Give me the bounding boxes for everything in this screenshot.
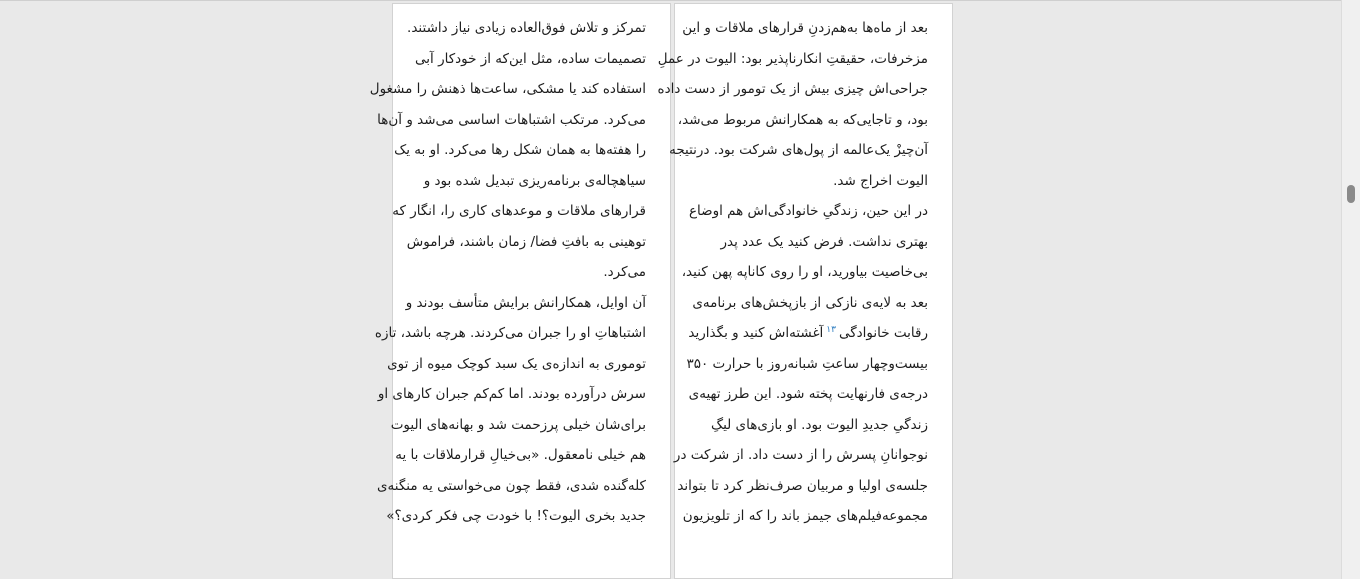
text-line: بی‌خاصیت بیاورید، او را روی کاناپه پهن کنید،	[681, 264, 928, 280]
text-line: بعد از ماه‌ها به‌هم‌زدنِ قرارهای ملاقات و این	[682, 20, 928, 36]
text-line: بود، و تاجایی‌که به همکارانش مربوط می‌شد،	[677, 111, 928, 128]
page-right	[657, 3, 953, 579]
text-line: توهینی به بافتِ فضا/ زمان باشند، فراموش	[406, 233, 646, 250]
text-line: مزخرفات، حقیقتِ انکارناپذیر بود: الیوت در عملِ	[657, 50, 928, 67]
page-text	[657, 13, 928, 532]
footnote-link[interactable]: ۱۳	[826, 324, 836, 335]
text-line: الیوت اخراج شد.	[833, 172, 928, 189]
text-line: سیاهچاله‌ی برنامه‌ریزی تبدیل شده بود و	[423, 172, 646, 189]
text-line: تصمیمات ساده، مثل این‌که از خودکار آبی	[415, 50, 646, 67]
text-line: استفاده کند یا مشکی، ساعت‌ها ذهنش را مشغول	[369, 81, 646, 97]
text-line-with-footnote	[688, 318, 928, 349]
text-line: را هفته‌ها به همان شکل رها می‌کرد. او به یک	[394, 142, 646, 158]
text-line: سرش درآورده بودند. اما کم‌کم جبران کارهای او	[377, 386, 646, 402]
text-line: قرارهای ملاقات و موعدهای کاری را، انگار که	[392, 203, 646, 219]
text-line: بیست‌وچهار ساعتِ شبانه‌روز با حرارت ۳۵۰	[686, 355, 928, 372]
text-line: آن اوایل، همکارانش برایش متأسف بودند و	[405, 294, 646, 311]
text-line: می‌کرد. مرتکب اشتباهات اساسی می‌شد و آن‌ها	[377, 111, 646, 128]
text-line: بعد به لایه‌ی نازکی از بازپخش‌های برنامه‌ی	[692, 294, 928, 311]
text-line: کله‌گنده شدی، فقط چون می‌خواستی یه منگنه‌ی	[376, 477, 646, 494]
text-line: جلسه‌ی اولیا و مربیان صرف‌نظر کرد تا بتواند	[677, 477, 928, 494]
text-line: جراحی‌اش چیزی بیش از یک تومور از دست داده	[657, 81, 928, 97]
text-line: در این حین، زندگیِ خانوادگی‌اش هم اوضاع	[688, 203, 928, 219]
page-left	[369, 3, 671, 579]
vertical-scrollbar[interactable]	[1341, 0, 1360, 579]
text-line: توموری به اندازه‌ی یک سبد کوچک میوه از توی	[387, 355, 646, 372]
text-line: مجموعه‌فیلم‌های جیمز باند را که از تلویزیون	[682, 508, 928, 524]
text-line: جدید بخری الیوت؟! با خودت چی فکر کردی؟»	[386, 508, 646, 524]
document-viewer[interactable]	[0, 1, 1341, 579]
text-line: تمرکز و تلاش فوق‌العاده زیادی نیاز داشتند.	[407, 20, 646, 36]
text-line: زندگیِ جدیدِ الیوت بود. او بازی‌های لیگِ	[710, 416, 928, 433]
text-line: درجه‌ی فارنهایت پخته شود. این طرز تهیه‌ی	[688, 386, 928, 402]
text-line: اشتباهاتِ او را جبران می‌کردند. هرچه باشد، تازه	[374, 325, 646, 341]
text-line: بهتری نداشت. فرض کنید یک عدد پدر	[720, 233, 928, 250]
text-line: آن‌چیزْ یک‌عالمه از پول‌های شرکت بود. درنتیجه	[669, 142, 928, 158]
scrollbar-thumb[interactable]	[1347, 185, 1355, 203]
text-line: هم خیلی نامعقول. «بی‌خیالِ قرارملاقات با یه	[395, 447, 646, 463]
text-line: نوجوانانِ پسرش را از دست داد. از شرکت در	[673, 447, 928, 463]
text-segment: رقابت خانوادگی	[838, 325, 928, 341]
text-line: برای‌شان خیلی پرزحمت شد و بهانه‌های الیوت	[390, 416, 646, 433]
text-segment: آغشته‌اش کنید و بگذارید	[688, 325, 824, 341]
text-line: می‌کرد.	[603, 264, 646, 280]
page-text	[369, 13, 646, 532]
